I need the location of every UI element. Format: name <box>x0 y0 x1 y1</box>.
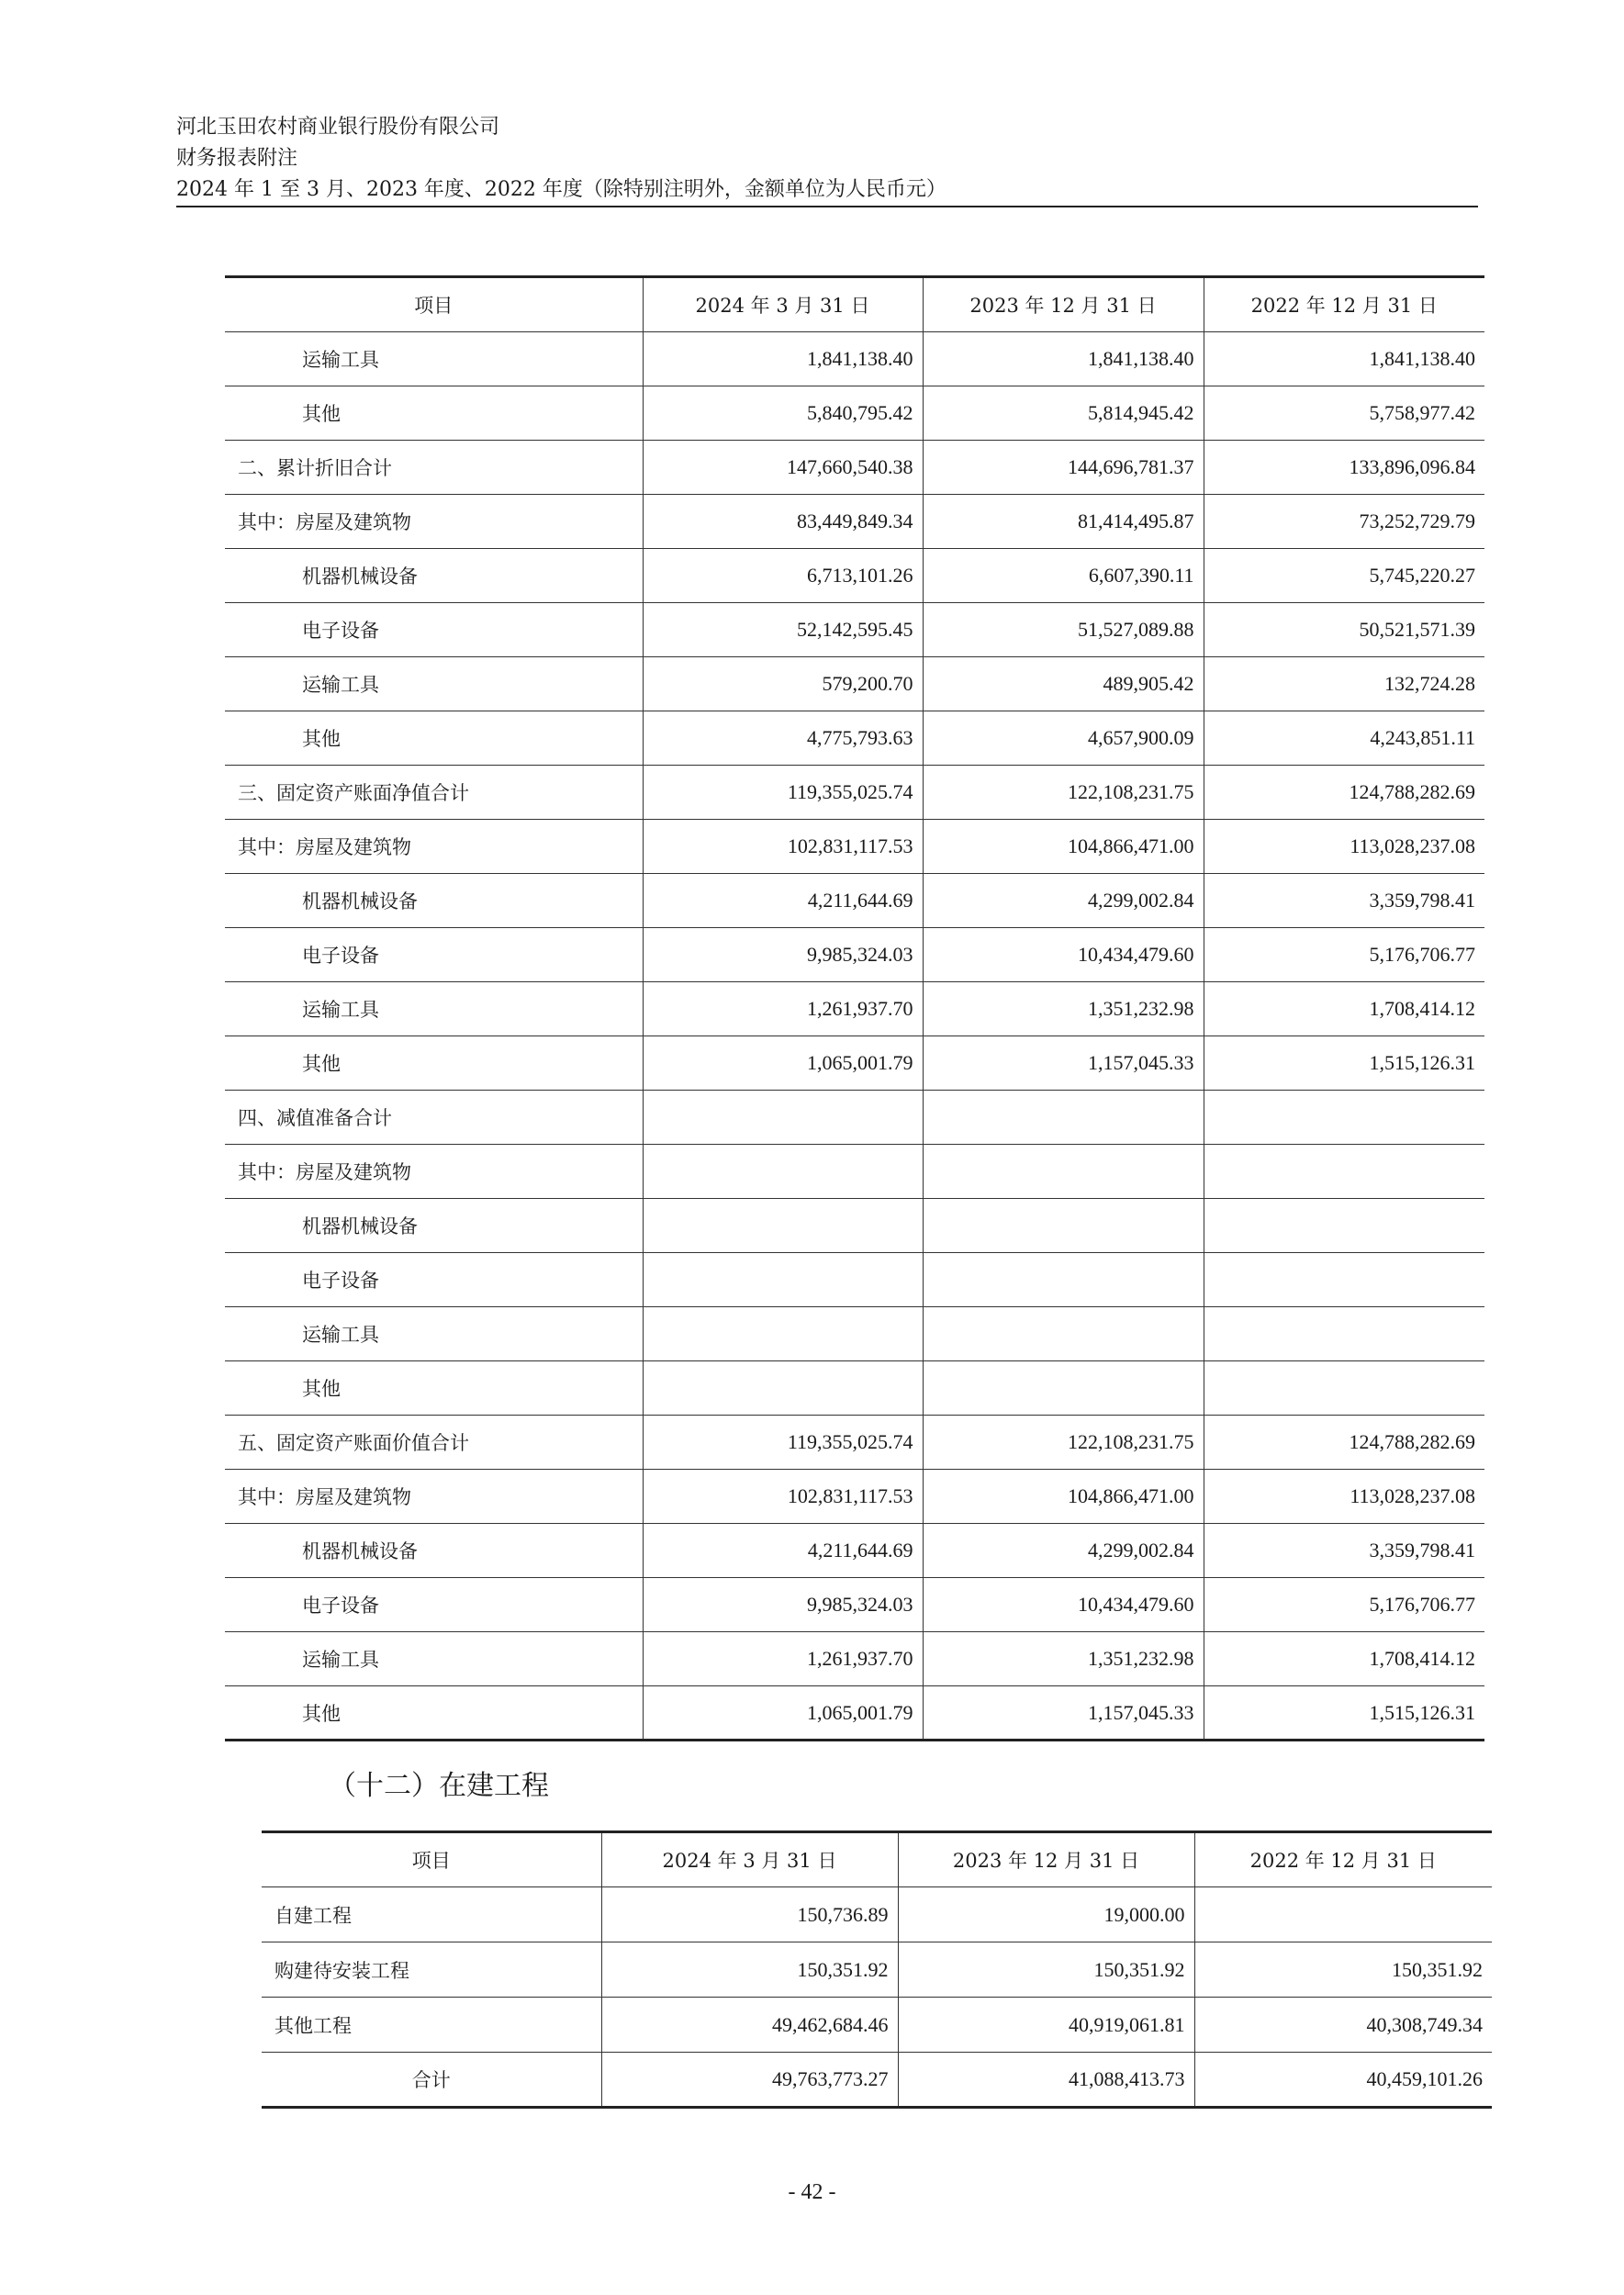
table-row <box>225 1253 1484 1307</box>
value-2022-12-31: 133,896,096.84 <box>1204 441 1484 495</box>
value-2023-12-31: 10,434,479.60 <box>923 1578 1204 1632</box>
value-2022-12-31: 113,028,237.08 <box>1204 820 1484 874</box>
value-2022-12-31: 113,028,237.08 <box>1204 1470 1484 1524</box>
row-label: 机器机械设备 <box>225 549 643 603</box>
value-2022-12-31: 150,351.92 <box>1194 1942 1492 1998</box>
value-2024-03-31: 49,462,684.46 <box>601 1998 898 2053</box>
table-row <box>225 1145 1484 1199</box>
row-label: 其中：房屋及建筑物 <box>225 820 643 874</box>
value-2024-03-31: 1,261,937.70 <box>643 982 923 1036</box>
value-2024-03-31: 6,713,101.26 <box>643 549 923 603</box>
value-2022-12-31: 124,788,282.69 <box>1204 766 1484 820</box>
value-2023-12-31: 122,108,231.75 <box>923 766 1204 820</box>
value-2022-12-31 <box>1204 1199 1484 1253</box>
value-2024-03-31: 102,831,117.53 <box>643 820 923 874</box>
value-2024-03-31 <box>643 1307 923 1361</box>
value-2024-03-31: 147,660,540.38 <box>643 441 923 495</box>
value-2023-12-31 <box>923 1091 1204 1145</box>
value-2023-12-31: 6,607,390.11 <box>923 549 1204 603</box>
value-2022-12-31: 1,515,126.31 <box>1204 1686 1484 1741</box>
value-2023-12-31: 81,414,495.87 <box>923 495 1204 549</box>
table-row <box>225 1091 1484 1145</box>
value-2024-03-31: 1,261,937.70 <box>643 1632 923 1686</box>
value-2022-12-31: 1,841,138.40 <box>1204 332 1484 386</box>
table-row <box>262 1887 1492 1942</box>
row-label: 运输工具 <box>225 332 643 386</box>
table-row <box>225 1578 1484 1632</box>
value-2024-03-31: 150,736.89 <box>601 1887 898 1942</box>
table-header-row <box>225 277 1484 332</box>
value-2023-12-31: 144,696,781.37 <box>923 441 1204 495</box>
value-2024-03-31: 4,775,793.63 <box>643 711 923 766</box>
table-row <box>225 928 1484 982</box>
value-2024-03-31: 579,200.70 <box>643 657 923 711</box>
row-label: 其他工程 <box>262 1998 601 2053</box>
value-2024-03-31: 4,211,644.69 <box>643 1524 923 1578</box>
row-label: 其他 <box>225 1036 643 1091</box>
value-2023-12-31: 41,088,413.73 <box>898 2053 1194 2108</box>
table-row <box>225 1199 1484 1253</box>
row-label: 其他 <box>225 711 643 766</box>
value-2024-03-31: 119,355,025.74 <box>643 766 923 820</box>
value-2023-12-31: 40,919,061.81 <box>898 1998 1194 2053</box>
row-label: 机器机械设备 <box>225 1524 643 1578</box>
value-2023-12-31: 19,000.00 <box>898 1887 1194 1942</box>
value-2024-03-31: 102,831,117.53 <box>643 1470 923 1524</box>
column-header-2023-12-31: 2023 年 12 月 31 日 <box>923 277 1204 332</box>
value-2023-12-31: 104,866,471.00 <box>923 820 1204 874</box>
value-2024-03-31: 83,449,849.34 <box>643 495 923 549</box>
value-2023-12-31: 489,905.42 <box>923 657 1204 711</box>
value-2024-03-31 <box>643 1091 923 1145</box>
column-header-2022-12-31: 2022 年 12 月 31 日 <box>1194 1832 1492 1887</box>
table-row <box>225 1416 1484 1470</box>
value-2022-12-31 <box>1204 1145 1484 1199</box>
table-row <box>225 982 1484 1036</box>
table-row <box>225 1036 1484 1091</box>
value-2022-12-31: 132,724.28 <box>1204 657 1484 711</box>
row-label: 五、固定资产账面价值合计 <box>225 1416 643 1470</box>
value-2024-03-31 <box>643 1253 923 1307</box>
value-2022-12-31 <box>1194 1887 1492 1942</box>
fixed-assets-table <box>225 275 1484 1741</box>
row-label: 机器机械设备 <box>225 1199 643 1253</box>
table-row <box>262 1998 1492 2053</box>
value-2024-03-31: 9,985,324.03 <box>643 928 923 982</box>
row-label: 其他 <box>225 386 643 441</box>
row-label: 机器机械设备 <box>225 874 643 928</box>
column-header-2023-12-31: 2023 年 12 月 31 日 <box>898 1832 1194 1887</box>
value-2023-12-31: 150,351.92 <box>898 1942 1194 1998</box>
value-2023-12-31: 10,434,479.60 <box>923 928 1204 982</box>
value-2024-03-31 <box>643 1361 923 1416</box>
table-row <box>262 1942 1492 1998</box>
row-label: 其他 <box>225 1686 643 1741</box>
table-row <box>225 1632 1484 1686</box>
table-row <box>225 549 1484 603</box>
value-2022-12-31: 3,359,798.41 <box>1204 874 1484 928</box>
value-2023-12-31: 4,657,900.09 <box>923 711 1204 766</box>
column-header-item: 项目 <box>225 277 643 332</box>
table-row <box>225 1686 1484 1741</box>
document-title: 财务报表附注 <box>176 147 298 170</box>
row-label: 其中：房屋及建筑物 <box>225 1470 643 1524</box>
row-label: 购建待安装工程 <box>262 1942 601 1998</box>
value-2022-12-31: 40,459,101.26 <box>1194 2053 1492 2108</box>
value-2024-03-31 <box>643 1199 923 1253</box>
value-2022-12-31: 1,708,414.12 <box>1204 1632 1484 1686</box>
value-2023-12-31: 5,814,945.42 <box>923 386 1204 441</box>
total-row <box>262 2053 1492 2108</box>
value-2022-12-31: 1,515,126.31 <box>1204 1036 1484 1091</box>
row-label: 运输工具 <box>225 982 643 1036</box>
column-header-2024-03-31: 2024 年 3 月 31 日 <box>601 1832 898 1887</box>
section-title-construction-in-progress: （十二）在建工程 <box>329 1770 549 1802</box>
value-2022-12-31 <box>1204 1361 1484 1416</box>
value-2024-03-31 <box>643 1145 923 1199</box>
value-2024-03-31: 5,840,795.42 <box>643 386 923 441</box>
column-header-2024-03-31: 2024 年 3 月 31 日 <box>643 277 923 332</box>
value-2024-03-31: 4,211,644.69 <box>643 874 923 928</box>
value-2022-12-31: 50,521,571.39 <box>1204 603 1484 657</box>
row-label: 运输工具 <box>225 1307 643 1361</box>
row-label: 电子设备 <box>225 1253 643 1307</box>
value-2023-12-31 <box>923 1307 1204 1361</box>
table-row <box>225 332 1484 386</box>
row-label: 自建工程 <box>262 1887 601 1942</box>
value-2023-12-31 <box>923 1145 1204 1199</box>
value-2022-12-31: 4,243,851.11 <box>1204 711 1484 766</box>
value-2022-12-31: 73,252,729.79 <box>1204 495 1484 549</box>
value-2023-12-31: 1,351,232.98 <box>923 1632 1204 1686</box>
value-2023-12-31: 1,157,045.33 <box>923 1036 1204 1091</box>
value-2023-12-31: 1,841,138.40 <box>923 332 1204 386</box>
value-2022-12-31 <box>1204 1091 1484 1145</box>
value-2023-12-31 <box>923 1199 1204 1253</box>
row-label: 其中：房屋及建筑物 <box>225 495 643 549</box>
value-2023-12-31: 122,108,231.75 <box>923 1416 1204 1470</box>
table-row <box>225 1524 1484 1578</box>
value-2022-12-31: 3,359,798.41 <box>1204 1524 1484 1578</box>
company-name: 河北玉田农村商业银行股份有限公司 <box>176 116 500 139</box>
period-note: 2024 年 1 至 3 月、2023 年度、2022 年度（除特别注明外，金额单位为人民币元） <box>176 178 946 201</box>
value-2022-12-31 <box>1204 1307 1484 1361</box>
value-2024-03-31: 1,841,138.40 <box>643 332 923 386</box>
value-2023-12-31: 1,157,045.33 <box>923 1686 1204 1741</box>
row-label: 电子设备 <box>225 1578 643 1632</box>
value-2023-12-31: 104,866,471.00 <box>923 1470 1204 1524</box>
table-row <box>225 1470 1484 1524</box>
value-2023-12-31: 4,299,002.84 <box>923 874 1204 928</box>
value-2024-03-31: 52,142,595.45 <box>643 603 923 657</box>
table-row <box>225 1307 1484 1361</box>
header-divider <box>176 206 1478 207</box>
page-header <box>176 112 946 206</box>
value-2024-03-31: 1,065,001.79 <box>643 1686 923 1741</box>
table-row <box>225 820 1484 874</box>
column-header-item: 项目 <box>262 1832 601 1887</box>
value-2022-12-31: 5,745,220.27 <box>1204 549 1484 603</box>
column-header-2022-12-31: 2022 年 12 月 31 日 <box>1204 277 1484 332</box>
table-header-row <box>262 1832 1492 1887</box>
value-2022-12-31: 40,308,749.34 <box>1194 1998 1492 2053</box>
row-label: 运输工具 <box>225 1632 643 1686</box>
table-row <box>225 766 1484 820</box>
value-2024-03-31: 9,985,324.03 <box>643 1578 923 1632</box>
row-label: 其中：房屋及建筑物 <box>225 1145 643 1199</box>
value-2022-12-31: 124,788,282.69 <box>1204 1416 1484 1470</box>
table-row <box>225 657 1484 711</box>
row-label: 电子设备 <box>225 603 643 657</box>
construction-in-progress-table <box>262 1830 1492 2109</box>
table-row <box>225 495 1484 549</box>
table-row <box>225 874 1484 928</box>
row-label: 电子设备 <box>225 928 643 982</box>
value-2022-12-31 <box>1204 1253 1484 1307</box>
value-2022-12-31: 5,176,706.77 <box>1204 1578 1484 1632</box>
value-2023-12-31: 1,351,232.98 <box>923 982 1204 1036</box>
value-2023-12-31: 51,527,089.88 <box>923 603 1204 657</box>
table-row <box>225 1361 1484 1416</box>
value-2024-03-31: 1,065,001.79 <box>643 1036 923 1091</box>
value-2022-12-31: 1,708,414.12 <box>1204 982 1484 1036</box>
row-label: 合计 <box>262 2053 601 2108</box>
value-2022-12-31: 5,176,706.77 <box>1204 928 1484 982</box>
row-label: 其他 <box>225 1361 643 1416</box>
table-row <box>225 711 1484 766</box>
value-2023-12-31 <box>923 1253 1204 1307</box>
page-number: - 42 - <box>788 2180 836 2204</box>
value-2023-12-31 <box>923 1361 1204 1416</box>
table-row <box>225 441 1484 495</box>
row-label: 运输工具 <box>225 657 643 711</box>
row-label: 四、减值准备合计 <box>225 1091 643 1145</box>
value-2024-03-31: 49,763,773.27 <box>601 2053 898 2108</box>
table-row <box>225 386 1484 441</box>
value-2022-12-31: 5,758,977.42 <box>1204 386 1484 441</box>
value-2023-12-31: 4,299,002.84 <box>923 1524 1204 1578</box>
value-2024-03-31: 119,355,025.74 <box>643 1416 923 1470</box>
row-label: 三、固定资产账面净值合计 <box>225 766 643 820</box>
value-2024-03-31: 150,351.92 <box>601 1942 898 1998</box>
table-row <box>225 603 1484 657</box>
row-label: 二、累计折旧合计 <box>225 441 643 495</box>
